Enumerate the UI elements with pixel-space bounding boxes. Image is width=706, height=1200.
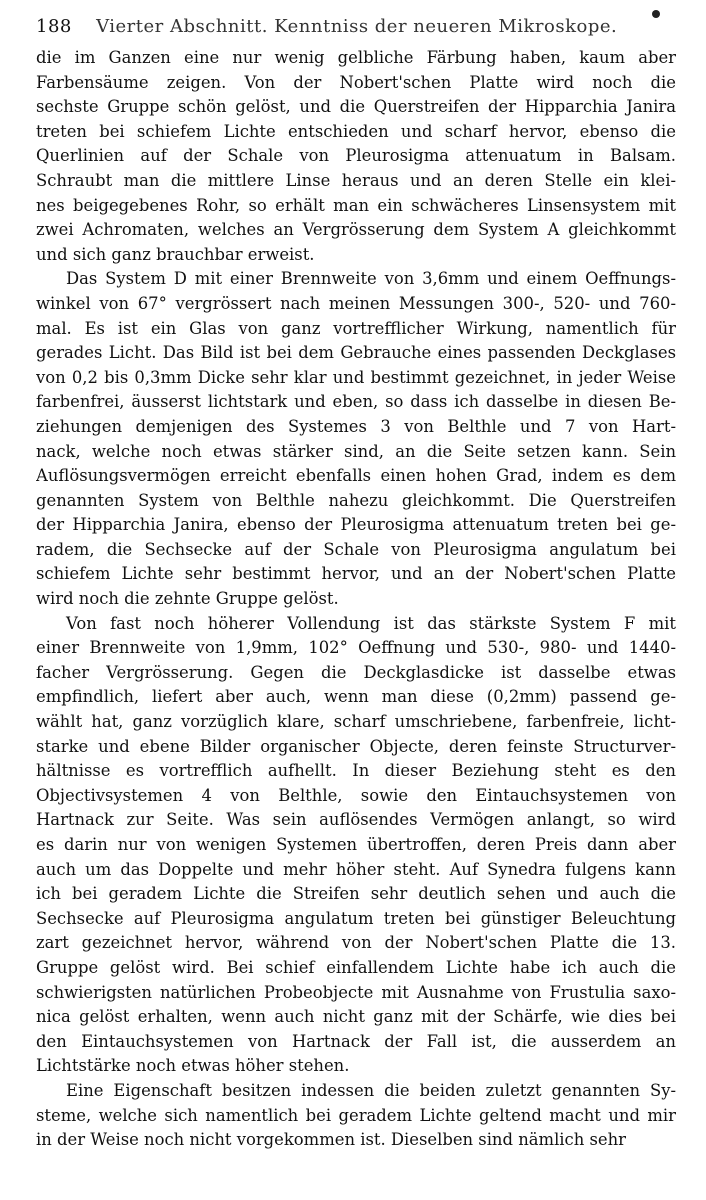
text-line: die im Ganzen eine nur wenig gelbliche Färbung haben, kaum aber xyxy=(36,48,676,67)
text-line: Objectivsystemen 4 von Belthle, sowie den Eintauchsystemen von xyxy=(36,785,676,805)
page-number: 188 xyxy=(36,16,72,37)
text-line: nack, welche noch etwas stärker sind, an die Seite setzen kann. Sein xyxy=(36,441,676,461)
text-line: Auflösungsvermögen erreicht ebenfalls einen hohen Grad, indem es dem xyxy=(36,466,676,486)
text-line: mal. Es ist ein Glas von ganz vortrefflicher Wirkung, namentlich für xyxy=(36,318,676,338)
text-line: einer Brennweite von 1,9mm, 102° Oeffnung und 530-, 980- und 1440- xyxy=(36,638,676,658)
text-line: wird noch die zehnte Gruppe gelöst. xyxy=(36,589,339,609)
text-line: farbenfrei, äusserst lichtstark und eben, so dass ich dasselbe in diesen Be- xyxy=(36,392,676,412)
text-line: in der Weise noch nicht vorgekommen ist. Dieselben sind nämlich sehr xyxy=(36,1130,626,1150)
text-line: schwierigsten natürlichen Probeobjecte mit Ausnahme von Frustulia saxo- xyxy=(36,982,676,1002)
text-line: genannten System von Belthle nahezu gleichkommt. Die Querstreifen xyxy=(36,490,676,510)
text-line: treten bei schiefem Lichte entschieden und scharf hervor, ebenso die xyxy=(36,121,676,141)
text-line: gerades Licht. Das Bild ist bei dem Gebrauche eines passenden Deckglases xyxy=(36,343,676,363)
text-line: wählt hat, ganz vorzüglich klare, scharf umschriebene, farbenfreie, licht- xyxy=(36,712,676,732)
text-line: steme, welche sich namentlich bei geradem Lichte geltend macht und mir xyxy=(36,1105,676,1125)
text-line: facher Vergrösserung. Gegen die Deckglasdicke ist dasselbe etwas xyxy=(36,662,676,682)
text-line: Gruppe gelöst wird. Bei schief einfallendem Lichte habe ich auch die xyxy=(36,957,676,977)
body-text xyxy=(36,46,676,1153)
book-page xyxy=(36,16,676,1153)
text-line: sechste Gruppe schön gelöst, und die Querstreifen der Hipparchia Janira xyxy=(36,97,676,117)
text-line: zart gezeichnet hervor, während von der Nobert'schen Platte die 13. xyxy=(36,933,676,953)
text-line: Eine Eigenschaft besitzen indessen die beiden zuletzt genannten Sy- xyxy=(66,1080,676,1100)
text-line: Sechsecke auf Pleurosigma angulatum treten bei günstiger Beleuchtung xyxy=(36,908,676,928)
text-line: den Eintauchsystemen von Hartnack der Fall ist, die ausserdem an xyxy=(36,1031,676,1051)
text-line: nica gelöst erhalten, wenn auch nicht ganz mit der Schärfe, wie dies bei xyxy=(36,1007,676,1027)
paragraph xyxy=(36,1079,676,1153)
text-line: Hartnack zur Seite. Was sein auflösendes Vermögen anlangt, so wird xyxy=(36,810,676,830)
text-line: Schraubt man die mittlere Linse heraus und an deren Stelle ein klei- xyxy=(36,170,676,190)
text-line: Von fast noch höherer Vollendung ist das stärkste System F mit xyxy=(66,613,676,633)
text-line: Das System D mit einer Brennweite von 3,6mm und einem Oeffnungs- xyxy=(66,269,676,289)
paragraph xyxy=(36,612,676,1079)
text-line: radem, die Sechsecke auf der Schale von Pleurosigma angulatum bei xyxy=(36,539,676,559)
text-line: und sich ganz brauchbar erweist. xyxy=(36,244,315,264)
text-line: schiefem Lichte sehr bestimmt hervor, und an der Nobert'schen Platte xyxy=(36,564,676,584)
text-line: es darin nur von wenigen Systemen übertroffen, deren Preis dann aber xyxy=(36,835,676,854)
text-line: starke und ebene Bilder organischer Objecte, deren feinste Structurver- xyxy=(36,736,676,756)
text-line: ziehungen demjenigen des Systemes 3 von Belthle und 7 von Hart- xyxy=(36,416,676,436)
text-line: nes beigegebenes Rohr, so erhält man ein schwächeres Linsensystem mit xyxy=(36,195,676,215)
running-title: Vierter Abschnitt. Kenntniss der neueren Mikroskope. xyxy=(96,16,618,37)
running-header xyxy=(36,16,676,46)
text-line: empfindlich, liefert aber auch, wenn man diese (0,2mm) passend ge- xyxy=(36,687,676,707)
text-line: zwei Achromaten, welches an Vergrösserung dem System A gleichkommt xyxy=(36,220,676,240)
text-line: von 0,2 bis 0,3mm Dicke sehr klar und bestimmt gezeichnet, in jeder Weise xyxy=(36,367,676,387)
text-line: Lichtstärke noch etwas höher stehen. xyxy=(36,1056,350,1076)
text-line: Querlinien auf der Schale von Pleurosigma attenuatum in Balsam. xyxy=(36,146,676,166)
text-line: ich bei geradem Lichte die Streifen sehr deutlich sehen und auch die xyxy=(36,884,676,904)
paragraph xyxy=(36,267,676,611)
text-line: auch um das Doppelte und mehr höher steht. Auf Synedra fulgens kann xyxy=(36,859,676,879)
paragraph xyxy=(36,46,676,267)
text-line: der Hipparchia Janira, ebenso der Pleurosigma attenuatum treten bei ge- xyxy=(36,515,676,535)
text-line: winkel von 67° vergrössert nach meinen Messungen 300-, 520- und 760- xyxy=(36,293,676,313)
text-line: hältnisse es vortrefflich aufhellt. In dieser Beziehung steht es den xyxy=(36,761,676,781)
text-line: Farbensäume zeigen. Von der Nobert'schen Platte wird noch die xyxy=(36,72,676,92)
